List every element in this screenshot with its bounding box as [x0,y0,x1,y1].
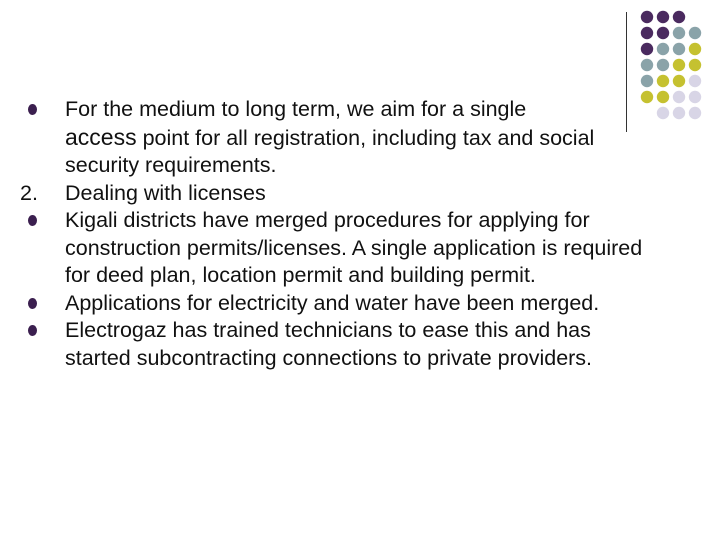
number-marker [20,180,60,208]
decor-dot [657,11,669,23]
decor-dot [641,75,653,87]
bullet-marker [20,207,60,235]
item-text: Applications for electricity and water have been merged. [65,290,600,315]
decor-dot [657,27,669,39]
decor-dot [657,43,669,55]
item-text-first: For the medium to long term, we aim for a single [65,97,527,121]
decor-dot [673,107,685,119]
item-text-lead: access [65,123,137,150]
decor-dot [657,59,669,71]
decor-dot [641,27,653,39]
bullet-dot-icon [28,104,37,115]
decor-dot [689,107,701,119]
decor-dot [673,11,685,23]
decor-dot [689,27,701,39]
bullet-dot-icon [28,215,37,226]
decor-dot [657,75,669,87]
decor-dot [689,59,701,71]
decor-dot [689,43,701,55]
decor-dot [641,11,653,23]
decor-dot [641,43,653,55]
decor-dot [673,91,685,103]
item-text-rest: point for all registration, including tax and social security requirements. [65,125,595,177]
bullet-list [20,96,660,372]
item-text: Dealing with licenses [65,180,266,205]
decor-dot [673,27,685,39]
decor-dot [689,75,701,87]
bullet-dot-icon [28,325,37,336]
decor-dot [673,43,685,55]
item-text: Kigali districts have merged procedures for applying for construction permits/licenses. A single application is required for deed plan, location permit and building permit. [65,208,643,287]
bullet-marker [20,317,60,345]
list-item [20,180,660,208]
list-item [20,317,660,372]
item-text: Electrogaz has trained technicians to ease this and has started subcontracting connections to private providers. [65,318,593,370]
bullet-dot-icon [28,298,37,309]
bullet-marker [20,96,60,124]
decor-dot [641,59,653,71]
list-item [20,96,660,180]
list-item [20,290,660,318]
decor-dot [673,75,685,87]
decor-dot [689,91,701,103]
bullet-marker [20,290,60,318]
item-number: 2. [20,180,38,205]
decor-dot [673,59,685,71]
list-item [20,207,660,290]
